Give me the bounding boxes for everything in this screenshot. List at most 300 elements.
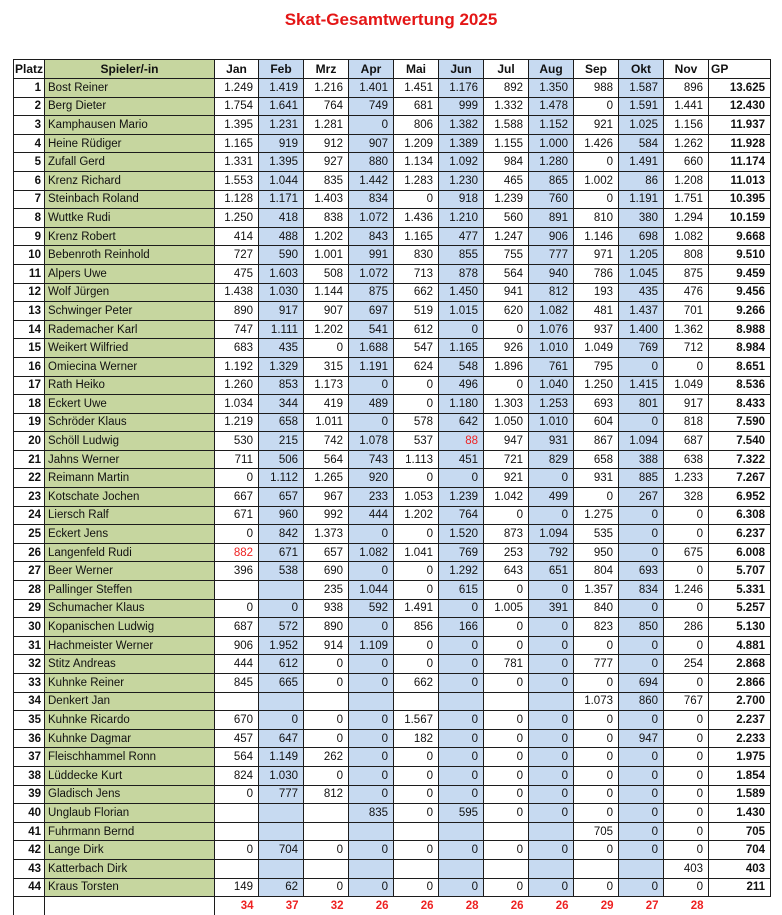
cell-feb: 590: [259, 246, 304, 265]
cell-feb: 1.030: [259, 283, 304, 302]
cell-apr: 0: [349, 785, 394, 804]
cell-platz: 44: [14, 878, 45, 897]
cell-gp: 2.700: [709, 692, 771, 711]
cell-aug: 1.478: [529, 97, 574, 116]
cell-jun: 918: [439, 190, 484, 209]
cell-aug: 1.010: [529, 339, 574, 358]
cell-jan: 906: [215, 636, 259, 655]
cell-feb: 704: [259, 841, 304, 860]
cell-mai: 0: [394, 525, 439, 544]
cell-feb: 657: [259, 488, 304, 507]
cell-aug: 0: [529, 841, 574, 860]
cell-jun: 0: [439, 785, 484, 804]
cell-feb: 1.112: [259, 469, 304, 488]
cell-jul: 0: [484, 506, 529, 525]
cell-jul: 1.247: [484, 227, 529, 246]
cell-okt: 834: [619, 581, 664, 600]
cell-apr: 743: [349, 450, 394, 469]
cell-mai: 624: [394, 357, 439, 376]
cell-apr: 0: [349, 766, 394, 785]
cell-jun: 0: [439, 841, 484, 860]
cell-mai: 806: [394, 116, 439, 135]
cell-jun: 1.382: [439, 116, 484, 135]
cell-feb: 1.641: [259, 97, 304, 116]
cell-sep: 867: [574, 432, 619, 451]
cell-gp: 2.233: [709, 729, 771, 748]
cell-gp: 705: [709, 822, 771, 841]
cell-mrz: 1.265: [304, 469, 349, 488]
cell-jun: 1.230: [439, 171, 484, 190]
cell-feb: 1.044: [259, 171, 304, 190]
cell-jun: 1.292: [439, 562, 484, 581]
col-header-aug: Aug: [529, 60, 574, 79]
cell-jul: 755: [484, 246, 529, 265]
cell-mai: 1.209: [394, 134, 439, 153]
cell-jun: 477: [439, 227, 484, 246]
cell-jun: 166: [439, 618, 484, 637]
table-row: [14, 711, 771, 730]
cell-apr: 834: [349, 190, 394, 209]
cell-jul: 921: [484, 469, 529, 488]
cell-player-name: Unglaub Florian: [45, 804, 215, 823]
cell-player-name: Rademacher Karl: [45, 320, 215, 339]
table-row: [14, 562, 771, 581]
cell-okt: 0: [619, 841, 664, 860]
cell-mai: 0: [394, 469, 439, 488]
cell-gp: 2.866: [709, 674, 771, 693]
cell-jan: 687: [215, 618, 259, 637]
cell-jun: 1.015: [439, 302, 484, 321]
cell-nov: 712: [664, 339, 709, 358]
table-row: [14, 246, 771, 265]
cell-jun: 0: [439, 599, 484, 618]
cell-player-name: Gladisch Jens: [45, 785, 215, 804]
cell-nov: 0: [664, 804, 709, 823]
cell-okt: 1.415: [619, 376, 664, 395]
cell-aug: 391: [529, 599, 574, 618]
cell-sep: 0: [574, 804, 619, 823]
cell-sep: 1.146: [574, 227, 619, 246]
footer-count-jan: 34: [240, 900, 254, 913]
cell-mai: 0: [394, 804, 439, 823]
cell-player-name: Kuhnke Reiner: [45, 674, 215, 693]
cell-mrz: 764: [304, 97, 349, 116]
cell-mrz: 1.216: [304, 79, 349, 98]
cell-platz: 33: [14, 674, 45, 693]
cell-sep: 823: [574, 618, 619, 637]
cell-nov: 767: [664, 692, 709, 711]
cell-platz: 3: [14, 116, 45, 135]
cell-jul: 941: [484, 283, 529, 302]
col-header-mrz: Mrz: [304, 60, 349, 79]
table-row: [14, 599, 771, 618]
cell-jun: 0: [439, 636, 484, 655]
cell-mai: 0: [394, 562, 439, 581]
cell-jan: 1.219: [215, 413, 259, 432]
table-row: [14, 357, 771, 376]
cell-feb: 0: [259, 599, 304, 618]
cell-platz: 32: [14, 655, 45, 674]
cell-platz: 38: [14, 766, 45, 785]
cell-sep: 931: [574, 469, 619, 488]
cell-jul: 0: [484, 376, 529, 395]
cell-apr: 1.191: [349, 357, 394, 376]
cell-okt: 1.491: [619, 153, 664, 172]
cell-mrz: 927: [304, 153, 349, 172]
footer-count-mrz: 32: [330, 900, 344, 913]
footer-row: [14, 897, 771, 915]
cell-jan: 1.249: [215, 79, 259, 98]
cell-gp: 5.257: [709, 599, 771, 618]
cell-gp: 8.988: [709, 320, 771, 339]
cell-gp: 9.510: [709, 246, 771, 265]
cell-jun: 1.176: [439, 79, 484, 98]
cell-mai: 1.451: [394, 79, 439, 98]
cell-aug: [529, 692, 574, 711]
cell-feb: 853: [259, 376, 304, 395]
cell-aug: 1.094: [529, 525, 574, 544]
cell-apr: 749: [349, 97, 394, 116]
cell-sep: 795: [574, 357, 619, 376]
cell-nov: 1.233: [664, 469, 709, 488]
cell-gp: 11.937: [709, 116, 771, 135]
cell-platz: 37: [14, 748, 45, 767]
footer-count-apr: 26: [375, 900, 389, 913]
cell-mai: [394, 692, 439, 711]
cell-jan: 475: [215, 264, 259, 283]
cell-sep: 786: [574, 264, 619, 283]
cell-aug: 0: [529, 878, 574, 897]
cell-platz: 28: [14, 581, 45, 600]
cell-apr: 843: [349, 227, 394, 246]
cell-platz: 8: [14, 209, 45, 228]
cell-okt: 86: [619, 171, 664, 190]
cell-gp: 8.984: [709, 339, 771, 358]
cell-feb: 344: [259, 395, 304, 414]
footer-platz-cell: [14, 897, 45, 915]
cell-sep: 0: [574, 190, 619, 209]
cell-nov: 1.751: [664, 190, 709, 209]
cell-gp: 11.174: [709, 153, 771, 172]
cell-platz: 25: [14, 525, 45, 544]
cell-player-name: Denkert Jan: [45, 692, 215, 711]
cell-nov: 1.362: [664, 320, 709, 339]
cell-jul: [484, 822, 529, 841]
cell-jul: 1.042: [484, 488, 529, 507]
cell-sep: 0: [574, 766, 619, 785]
cell-player-name: Steinbach Roland: [45, 190, 215, 209]
footer-count-okt: 27: [645, 900, 659, 913]
cell-player-name: Rath Heiko: [45, 376, 215, 395]
cell-feb: [259, 804, 304, 823]
cell-jan: 1.250: [215, 209, 259, 228]
cell-sep: 481: [574, 302, 619, 321]
cell-jan: 457: [215, 729, 259, 748]
cell-jan: 0: [215, 841, 259, 860]
cell-aug: 0: [529, 618, 574, 637]
cell-mrz: 992: [304, 506, 349, 525]
cell-feb: [259, 692, 304, 711]
cell-sep: 0: [574, 841, 619, 860]
cell-gp: 6.952: [709, 488, 771, 507]
cell-gp: 4.881: [709, 636, 771, 655]
table-row: [14, 804, 771, 823]
cell-mai: 0: [394, 636, 439, 655]
table-row: [14, 320, 771, 339]
cell-feb: 665: [259, 674, 304, 693]
cell-platz: 29: [14, 599, 45, 618]
cell-sep: 0: [574, 711, 619, 730]
cell-platz: 31: [14, 636, 45, 655]
cell-nov: 254: [664, 655, 709, 674]
cell-mrz: 1.173: [304, 376, 349, 395]
cell-jun: 0: [439, 766, 484, 785]
cell-jun: 999: [439, 97, 484, 116]
cell-jan: 845: [215, 674, 259, 693]
cell-feb: 647: [259, 729, 304, 748]
cell-okt: 0: [619, 525, 664, 544]
cell-mai: 1.041: [394, 543, 439, 562]
cell-apr: 541: [349, 320, 394, 339]
cell-aug: 760: [529, 190, 574, 209]
cell-mai: 662: [394, 283, 439, 302]
cell-mrz: 0: [304, 655, 349, 674]
cell-player-name: Heine Rüdiger: [45, 134, 215, 153]
cell-jul: 1.155: [484, 134, 529, 153]
cell-jun: 1.450: [439, 283, 484, 302]
cell-nov: 0: [664, 822, 709, 841]
table-footer: [14, 897, 771, 915]
cell-jul: 1.303: [484, 395, 529, 414]
col-header-apr: Apr: [349, 60, 394, 79]
cell-aug: 651: [529, 562, 574, 581]
cell-mai: 1.113: [394, 450, 439, 469]
cell-sep: 777: [574, 655, 619, 674]
cell-sep: 0: [574, 785, 619, 804]
cell-jul: 643: [484, 562, 529, 581]
cell-jul: 1.588: [484, 116, 529, 135]
cell-apr: 592: [349, 599, 394, 618]
cell-mrz: 912: [304, 134, 349, 153]
cell-jun: 855: [439, 246, 484, 265]
cell-jan: 670: [215, 711, 259, 730]
cell-mai: 1.491: [394, 599, 439, 618]
cell-mrz: 508: [304, 264, 349, 283]
cell-mrz: 1.001: [304, 246, 349, 265]
cell-aug: 865: [529, 171, 574, 190]
cell-sep: 0: [574, 153, 619, 172]
cell-feb: 960: [259, 506, 304, 525]
cell-aug: 1.000: [529, 134, 574, 153]
cell-mrz: 742: [304, 432, 349, 451]
cell-jul: 984: [484, 153, 529, 172]
cell-apr: 0: [349, 618, 394, 637]
cell-jan: 747: [215, 320, 259, 339]
table-row: [14, 581, 771, 600]
cell-okt: 584: [619, 134, 664, 153]
cell-player-name: Krenz Robert: [45, 227, 215, 246]
cell-gp: 1.975: [709, 748, 771, 767]
cell-sep: 0: [574, 488, 619, 507]
cell-mai: 0: [394, 748, 439, 767]
cell-player-name: Schwinger Peter: [45, 302, 215, 321]
cell-nov: 0: [664, 878, 709, 897]
cell-apr: 1.078: [349, 432, 394, 451]
table-body: [14, 79, 771, 897]
cell-jun: 0: [439, 469, 484, 488]
cell-aug: 1.076: [529, 320, 574, 339]
cell-aug: 0: [529, 766, 574, 785]
cell-jan: 1.034: [215, 395, 259, 414]
cell-jun: 0: [439, 320, 484, 339]
table-row: [14, 450, 771, 469]
cell-platz: 21: [14, 450, 45, 469]
table-row: [14, 859, 771, 878]
cell-nov: 660: [664, 153, 709, 172]
cell-jun: 642: [439, 413, 484, 432]
cell-okt: 0: [619, 748, 664, 767]
cell-apr: 1.044: [349, 581, 394, 600]
cell-player-name: Langenfeld Rudi: [45, 543, 215, 562]
table-row: [14, 302, 771, 321]
cell-okt: 0: [619, 822, 664, 841]
cell-feb: 418: [259, 209, 304, 228]
cell-jan: 727: [215, 246, 259, 265]
cell-jan: 0: [215, 599, 259, 618]
cell-aug: 1.280: [529, 153, 574, 172]
col-header-gp: GP: [709, 60, 771, 79]
cell-nov: 1.246: [664, 581, 709, 600]
cell-gp: 10.159: [709, 209, 771, 228]
cell-platz: 4: [14, 134, 45, 153]
cell-mrz: 914: [304, 636, 349, 655]
cell-mrz: 690: [304, 562, 349, 581]
cell-mrz: [304, 822, 349, 841]
cell-gp: 2.868: [709, 655, 771, 674]
table-row: [14, 227, 771, 246]
cell-mai: 519: [394, 302, 439, 321]
cell-sep: 693: [574, 395, 619, 414]
cell-gp: 11.928: [709, 134, 771, 153]
cell-apr: 0: [349, 674, 394, 693]
cell-player-name: Fleischhammel Ronn: [45, 748, 215, 767]
cell-platz: 5: [14, 153, 45, 172]
cell-jan: 1.260: [215, 376, 259, 395]
cell-mrz: 0: [304, 878, 349, 897]
cell-okt: 947: [619, 729, 664, 748]
cell-apr: 1.072: [349, 209, 394, 228]
cell-platz: 6: [14, 171, 45, 190]
table-row: [14, 766, 771, 785]
cell-okt: 0: [619, 785, 664, 804]
cell-aug: 1.082: [529, 302, 574, 321]
cell-jun: 878: [439, 264, 484, 283]
cell-sep: 0: [574, 878, 619, 897]
cell-jan: 0: [215, 469, 259, 488]
col-header-jan: Jan: [215, 60, 259, 79]
cell-jan: 396: [215, 562, 259, 581]
cell-platz: 40: [14, 804, 45, 823]
cell-mai: [394, 822, 439, 841]
cell-gp: 11.013: [709, 171, 771, 190]
cell-okt: 1.437: [619, 302, 664, 321]
cell-jul: 1.332: [484, 97, 529, 116]
cell-apr: 0: [349, 116, 394, 135]
cell-apr: 0: [349, 562, 394, 581]
cell-player-name: Kotschate Jochen: [45, 488, 215, 507]
col-header-sep: Sep: [574, 60, 619, 79]
cell-nov: 1.441: [664, 97, 709, 116]
cell-jul: 0: [484, 841, 529, 860]
cell-feb: 917: [259, 302, 304, 321]
cell-okt: 801: [619, 395, 664, 414]
cell-gp: 1.854: [709, 766, 771, 785]
cell-jul: 1.005: [484, 599, 529, 618]
table-row: [14, 264, 771, 283]
cell-mai: 0: [394, 766, 439, 785]
cell-sep: 1.426: [574, 134, 619, 153]
cell-jan: [215, 804, 259, 823]
cell-jan: [215, 692, 259, 711]
cell-mrz: [304, 804, 349, 823]
cell-player-name: Alpers Uwe: [45, 264, 215, 283]
cell-mai: 1.567: [394, 711, 439, 730]
cell-feb: 0: [259, 711, 304, 730]
cell-jun: 451: [439, 450, 484, 469]
cell-platz: 41: [14, 822, 45, 841]
cell-feb: 435: [259, 339, 304, 358]
cell-jul: 1.896: [484, 357, 529, 376]
cell-feb: 1.952: [259, 636, 304, 655]
cell-mai: 0: [394, 581, 439, 600]
cell-mai: 1.165: [394, 227, 439, 246]
cell-jun: 0: [439, 748, 484, 767]
cell-apr: 1.401: [349, 79, 394, 98]
cell-player-name: Wuttke Rudi: [45, 209, 215, 228]
cell-aug: 0: [529, 469, 574, 488]
cell-apr: 991: [349, 246, 394, 265]
cell-mai: 612: [394, 320, 439, 339]
cell-mai: 0: [394, 878, 439, 897]
cell-nov: 896: [664, 79, 709, 98]
cell-nov: 0: [664, 562, 709, 581]
cell-jun: 0: [439, 711, 484, 730]
cell-okt: 1.094: [619, 432, 664, 451]
cell-feb: 488: [259, 227, 304, 246]
cell-sep: 0: [574, 636, 619, 655]
table-row: [14, 525, 771, 544]
cell-sep: 604: [574, 413, 619, 432]
cell-mrz: 1.011: [304, 413, 349, 432]
cell-nov: 1.262: [664, 134, 709, 153]
cell-mrz: 835: [304, 171, 349, 190]
cell-jan: 564: [215, 748, 259, 767]
footer-spieler-cell: [45, 897, 215, 915]
cell-okt: 1.205: [619, 246, 664, 265]
cell-nov: 687: [664, 432, 709, 451]
cell-gp: 9.456: [709, 283, 771, 302]
cell-jan: 824: [215, 766, 259, 785]
cell-platz: 2: [14, 97, 45, 116]
cell-apr: 0: [349, 413, 394, 432]
cell-player-name: Kuhnke Ricardo: [45, 711, 215, 730]
cell-mrz: 1.202: [304, 320, 349, 339]
cell-apr: 1.109: [349, 636, 394, 655]
col-header-spieler: Spieler/-in: [45, 60, 215, 79]
cell-mrz: 235: [304, 581, 349, 600]
cell-mai: 1.134: [394, 153, 439, 172]
cell-feb: 658: [259, 413, 304, 432]
